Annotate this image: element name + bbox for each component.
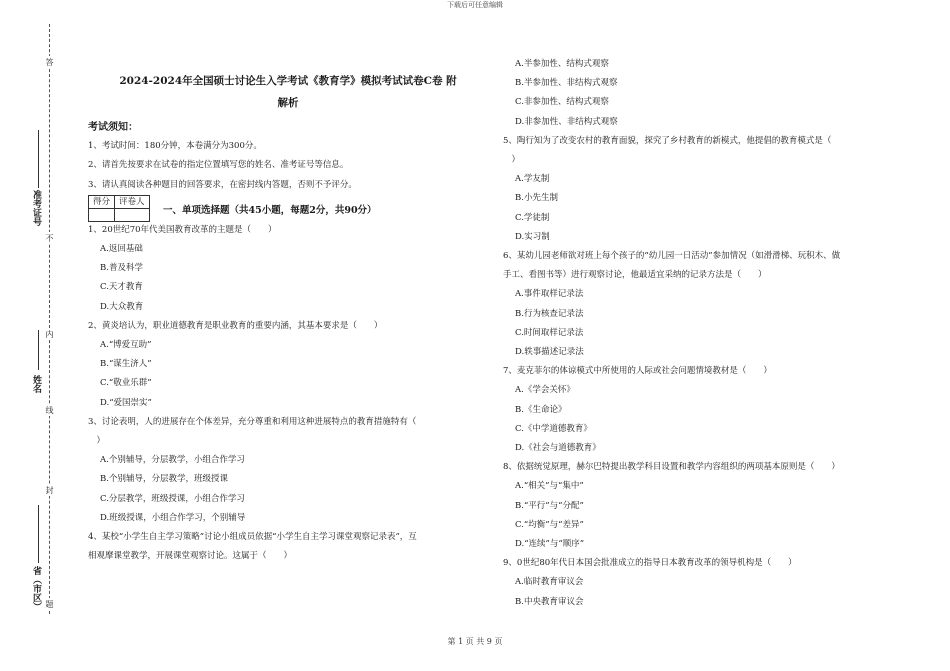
answer-option: C.“均衡”与“差异” [515, 519, 584, 530]
section-header [88, 195, 488, 221]
answer-option: A.临时教育审议会 [515, 577, 584, 588]
question-stem: 手工、看图书等）进行观察讨论，他最适宜采纳的记录方法是（ ） [503, 270, 767, 281]
score-box [88, 195, 150, 222]
notice-item: 2、请首先按要求在试卷的指定位置填写您的姓名、准考证号等信息。 [88, 160, 349, 171]
answer-option: D.“爱国崇实” [100, 397, 152, 408]
exam-title-line1: 2024-2024年全国硕士讨论生入学考试《教育学》模拟考试试卷C卷 附 [119, 75, 457, 87]
answer-option: C.分层教学，班级授课，小组合作学习 [100, 493, 245, 504]
question-stem: 7、麦克菲尔的体谅模式中所使用的人际或社会问题情境教材是（ ） [503, 366, 772, 377]
answer-option: A.返回基础 [100, 244, 143, 255]
answer-option: C.非参加性、结构式观察 [515, 97, 609, 108]
binding-strip [0, 0, 80, 671]
answer-option: B.《生命论》 [515, 404, 567, 415]
answer-option: D.轶事描述记录法 [515, 347, 584, 358]
answer-option: D.非参加性、非结构式观察 [515, 116, 618, 127]
name-blank [38, 330, 39, 370]
answer-option: C.“敬业乐群” [100, 378, 152, 389]
answer-option: C.《中学道德教育》 [515, 423, 592, 434]
exam-id-label: 准考证号 [31, 190, 41, 226]
answer-option: D.《社会与道德教育》 [515, 443, 601, 454]
question-stem: ） [503, 155, 521, 166]
seal-dashed-line [49, 24, 50, 614]
answer-option: C.时间取样记录法 [515, 327, 584, 338]
left-question-list [88, 221, 488, 567]
answer-option: A.学友制 [515, 174, 550, 185]
answer-option: D.大众教育 [100, 301, 144, 312]
score-cell-blank [89, 208, 115, 221]
binding-label-feng: 封 [45, 486, 54, 494]
question-stem: 8、依据统觉原理，赫尔巴特提出教学科目设置和教学内容组织的两项基本原则是（ ） [503, 462, 840, 473]
top-download-note: 下载后可任意编辑 [447, 1, 503, 9]
answer-option: D.实习制 [515, 231, 550, 242]
binding-label-xian: 线 [45, 406, 54, 414]
binding-label-bu: 不 [45, 234, 54, 242]
answer-option: B.行为核查记录法 [515, 308, 584, 319]
answer-option: B.普及科学 [100, 263, 143, 274]
question-stem: 5、陶行知为了改变农村的教育面貌，探究了乡村教育的新模式，他提倡的教育模式是（ [503, 135, 832, 146]
binding-label-nei: 内 [45, 330, 54, 338]
question-stem: 9、0世纪80年代日本国会批准成立的指导日本教育改革的领导机构是（ ） [503, 558, 797, 569]
right-question-list [503, 132, 908, 612]
answer-option: D.班级授课，小组合作学习，个别辅导 [100, 512, 246, 523]
answer-option: B.“谋生济人” [100, 359, 152, 370]
question-stem: 3、讨论表明，人的进展存在个体差异，充分尊重和利用这种进展特点的教育措施特有（ [88, 416, 417, 427]
region-blank [38, 505, 39, 563]
page-footer: 第 1 页 共 9 页 [447, 637, 503, 646]
answer-option: B.个别辅导，分层教学，班级授课 [100, 474, 228, 485]
answer-option: A.半参加性、结构式观察 [515, 59, 609, 69]
notice-item: 3、请认真阅读各种题目的回答要求，在密封线内答题，否则不予评分。 [88, 179, 357, 190]
answer-option: A.“博爱互助” [100, 340, 152, 351]
notice-item: 1、考试时间：180分钟，本卷满分为300分。 [88, 141, 262, 152]
answer-option: B.小先生制 [515, 193, 558, 204]
left-column [88, 70, 488, 566]
binding-label-ti: 题 [45, 600, 54, 608]
score-cell-label: 得分 [89, 195, 115, 208]
question-stem: ） [88, 436, 106, 447]
answer-option: A.个别辅导，分层教学，小组合作学习 [100, 455, 245, 466]
answer-option: C.天才教育 [100, 282, 143, 293]
grader-cell-label: 评卷人 [115, 195, 150, 208]
answer-option: A.《学会关怀》 [515, 385, 575, 396]
region-label: 省（市区） [31, 566, 41, 611]
question-stem: 2、黄炎培认为，职业道德教育是职业教育的重要内涵，其基本要求是（ ） [88, 320, 383, 331]
question-stem: 6、某幼儿园老师欲对班上每个孩子的“幼儿园一日活动”参加情况（如滑滑梯、玩积木、做 [503, 251, 841, 262]
answer-option: B.半参加性、非结构式观察 [515, 78, 618, 89]
question-stem: 相观摩课堂教学，开展课堂观察讨论。这属于（ ） [88, 551, 293, 562]
right-column [503, 55, 908, 612]
binding-label-da: 答 [45, 58, 54, 66]
notice-title: 考试须知： [88, 122, 138, 133]
answer-option: A.“相关”与“集中” [515, 481, 584, 492]
exam-id-blank [38, 130, 39, 190]
answer-option: B.“平行”与“分配” [515, 500, 584, 511]
grader-cell-blank [115, 208, 150, 221]
answer-option: B.中央教育审议会 [515, 596, 584, 607]
answer-option: A.事件取样记录法 [515, 289, 584, 300]
answer-option: C.学徒制 [515, 212, 550, 223]
name-label: 姓名 [31, 375, 41, 393]
question-stem: 4、某校“小学生自主学习策略”讨论小组成员依据“小学生自主学习课堂观察记录表”，互 [88, 532, 417, 543]
q4-options [503, 55, 908, 132]
answer-option: D.“连续”与“顺序” [515, 539, 585, 550]
section-title: 一、单项选择题（共45小题，每题2分，共90分） [163, 204, 377, 216]
question-stem: 1、20世纪70年代美国教育改革的主题是（ ） [88, 224, 277, 235]
exam-title-line2: 解析 [277, 97, 299, 109]
